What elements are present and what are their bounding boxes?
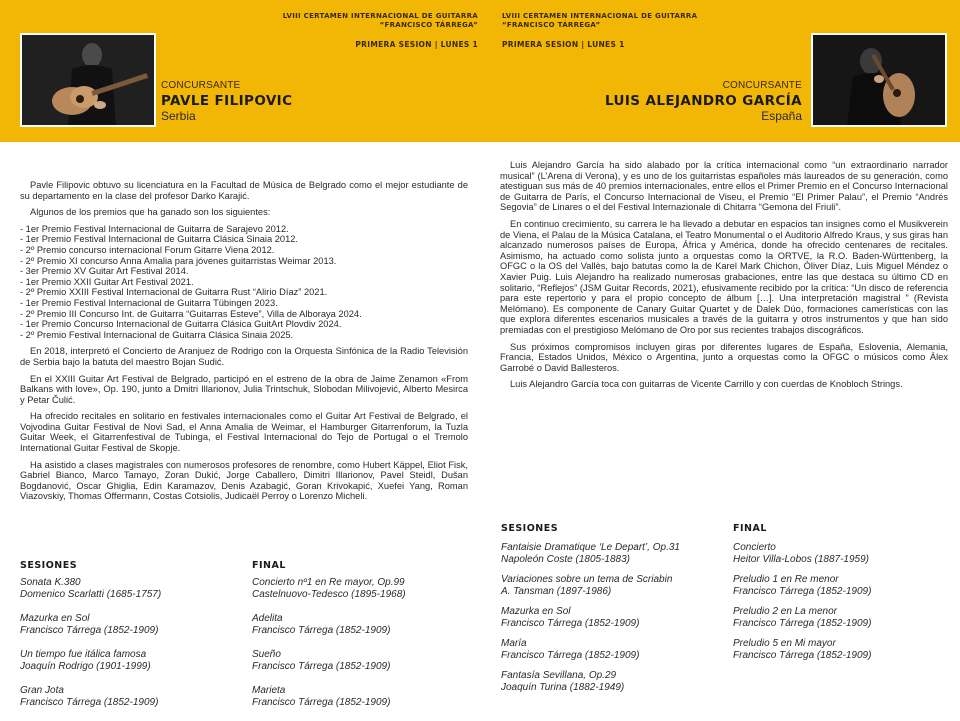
work-composer: Joaquín Rodrigo (1901-1999) <box>20 661 151 672</box>
work-composer: Francisco Tárrega (1852-1909) <box>733 650 872 661</box>
bio-paragraph: En continuo crecimiento, su carrera le ha llevado a debutar en espacios tan insignes como el Musikverein de Viena, el Palau de la Música Catalana, el Teatro Monumental o el Auditorio Alfredo Kraus, y sus giras han alcanzado numerosos países de Europa, África y América, donde ha ofrecido centenares de recitales. Asimismo, ha actuado como solista junto a orquestas como la ORTVE, la R.O. Baden-Württenberg, la OFGC o la OS del Vallès, bajo batutas como la de Karel Mark Chichon, Óliver Díaz, Luis Miguel Méndez o Xavier Puig. Luis Alejandro ha realizado numerosas grabaciones, entre las que destaca su último CD en solitario, “Reflejos” (JSM Guitar Records, 2021), efusivamente recibido por la crítica: “Un disco de referencia para este repertorio y para el propio concepto de álbum […]. Una interpretación magistral ” (Revista Melómano). Es componente de Canary Guitar Quartet y de Dalek Dúo, formaciones camerísticas con las que explora diferentes escenarios musicales a través de la guitarra y otros instrumentos y que han sido premiadas con el prestigioso Melómano de Oro por sus recientes trabajos discográficos. <box>500 218 948 335</box>
program-item <box>20 613 240 637</box>
work-title: Marieta <box>252 685 286 696</box>
work-composer: Heitor Villa-Lobos (1887-1959) <box>733 554 870 565</box>
guitarist-photo <box>811 33 947 127</box>
program-final-list <box>733 542 953 670</box>
prize-item: - 1er Premio Festival Internacional de Guitarra de Sarajevo 2012. <box>20 223 289 234</box>
program-item <box>733 542 953 566</box>
prize-item: - 2º Premio Festival Internacional de Guitarra Clásica Sinaia 2025. <box>20 329 294 340</box>
prize-item: - 2º Premio concurso internacional Forum Gitarre Viena 2012. <box>20 244 275 255</box>
work-title: Sonata K.380 <box>20 577 81 588</box>
biography-right <box>500 160 948 396</box>
work-title: María <box>501 638 527 649</box>
program-item <box>20 577 240 601</box>
program-item <box>733 638 953 662</box>
program-sesiones-heading: SESIONES <box>501 523 559 534</box>
work-composer: Joaquín Turina (1882-1949) <box>501 682 625 693</box>
program-item <box>733 574 953 598</box>
guitarist-photo-illustration <box>813 35 945 125</box>
program-sesiones-list <box>501 542 721 702</box>
work-title: Un tiempo fue itálica famosa <box>20 649 147 660</box>
bio-paragraph: Algunos de los premios que ha ganado son los siguientes: <box>30 207 271 218</box>
work-title: Mazurka en Sol <box>20 613 90 624</box>
prize-item: - 1er Premio Festival Internacional de Guitarra Tübingen 2023. <box>20 297 278 308</box>
event-subtitle: “FRANCISCO TÁRREGA” <box>502 21 601 29</box>
contestant-role: CONCURSANTE <box>722 80 802 91</box>
event-title: LVIII CERTAMEN INTERNACIONAL DE GUITARRA <box>502 12 698 20</box>
work-title: Preludio 1 en Re menor <box>733 574 839 585</box>
program-item <box>252 685 472 709</box>
work-composer: A. Tansman (1897-1986) <box>501 586 612 597</box>
contestant-name: PAVLE FILIPOVIC <box>161 93 293 109</box>
guitarist-photo <box>20 33 156 127</box>
prize-item: - 1er Premio Festival Internacional de Guitarra Clásica Sinaia 2012. <box>20 234 299 245</box>
work-composer: Francisco Tárrega (1852-1909) <box>20 697 159 708</box>
work-composer: Francisco Tárrega (1852-1909) <box>733 618 872 629</box>
bio-paragraph: En el XXIII Guitar Art Festival de Belgrado, participó en el estreno de la obra de Jaime Zenamon «From Balkans with love», Op. 190, junto a Dmitri Illarionov, Julia Trintschuk, Slobodan Milivojević, Alberto Mesirca y Petar Čulić. <box>20 373 468 405</box>
program-item <box>733 606 953 630</box>
event-title-right <box>502 12 720 30</box>
work-composer: Francisco Tárrega (1852-1909) <box>733 586 872 597</box>
bio-paragraph: Pavle Filipovic obtuvo su licenciatura en la Facultad de Música de Belgrado como el mejor estudiante de su departamento en la clase del profesor Darko Karajić. <box>20 180 468 201</box>
program-sesiones-list <box>20 577 240 721</box>
program-item <box>20 685 240 709</box>
session-label-left: PRIMERA SESION | LUNES 1 <box>355 40 478 49</box>
event-title: LVIII CERTAMEN INTERNACIONAL DE GUITARRA <box>282 12 478 20</box>
work-composer: Francisco Tárrega (1852-1909) <box>20 625 159 636</box>
program-final-heading: FINAL <box>733 523 767 534</box>
bio-paragraph: Luis Alejandro García toca con guitarras de Vicente Carrillo y con cuerdas de Knobloch Strings. <box>510 379 903 390</box>
program-final-heading: FINAL <box>252 560 286 571</box>
work-composer: Napoleón Coste (1805-1883) <box>501 554 630 565</box>
program-item <box>501 574 721 598</box>
work-title: Preludio 5 en Mi mayor <box>733 638 836 649</box>
bio-paragraph: Luis Alejandro García ha sido alabado por la crítica internacional como “un extraordinario narrador musical” (L’Arena di Verona), y es uno de los guitarristas españoles más laureados de su generación, como atestiguan sus más de 40 premios internacionales, entre ellos el Primer Premio en el Concurso Internacional de Guitarra de París, el Concurso Internacional de Viseu, el Premio “El Primer Palau”, el Premio “Andrés Segovia” de Linares o el del Festival Internazionale di Chitarra “Gemona del Friuli”. <box>500 160 948 213</box>
bio-paragraph: En 2018, interpretó el Concierto de Aranjuez de Rodrigo con la Orquesta Sinfónica de la Radio Televisión de Serbia bajo la batuta del maestro Bojan Sudić. <box>20 346 468 367</box>
program-item <box>501 638 721 662</box>
work-composer: Francisco Tárrega (1852-1909) <box>252 661 391 672</box>
contestant-country: Serbia <box>161 109 196 123</box>
prize-item: - 2º Premio III Concurso Int. de Guitarra “Guitarras Esteve”, Villa de Alboraya 2024. <box>20 308 362 319</box>
prize-item: - 1er Premio XXII Guitar Art Festival 2021. <box>20 276 194 287</box>
program-item <box>252 649 472 673</box>
work-title: Fantasía Sevillana, Op.29 <box>501 670 617 681</box>
prize-list <box>20 224 468 341</box>
contestant-role: CONCURSANTE <box>161 80 241 91</box>
work-composer: Francisco Tárrega (1852-1909) <box>252 697 391 708</box>
prize-item: - 1er Premio Concurso Internacional de Guitarra Clásica GuitArt Plovdiv 2024. <box>20 319 342 330</box>
program-item <box>501 670 721 694</box>
prize-item: - 2º Premio XI concurso Anna Amalia para jóvenes guitarristas Weimar 2013. <box>20 255 337 266</box>
program-item <box>252 613 472 637</box>
work-title: Sueño <box>252 649 281 660</box>
program-sesiones-heading: SESIONES <box>20 560 78 571</box>
work-title: Variaciones sobre un tema de Scriabin <box>501 574 673 585</box>
bio-paragraph: Ha ofrecido recitales en solitario en festivales internacionales como el Guitar Art Festival de Belgrado, el Vojvodina Guitar Festival de Novi Sad, el Anna Amalia de Weimar, el Hamburger Gitarrenforum, la Tuzla Guitar Week, el Gitarrenfestival de Tubinga, el Festival Internacional do Tejo de Portugal o el Tremolo International Guitar Festival de Skopje. <box>20 411 468 454</box>
program-item <box>252 577 472 601</box>
program-item <box>20 649 240 673</box>
prize-item: - 2º Premio XXIII Festival Internacional de Guitarra Rust “Alirio Díaz” 2021. <box>20 287 328 298</box>
event-title-left <box>260 12 478 30</box>
program-final-list <box>252 577 472 721</box>
contestant-name: LUIS ALEJANDRO GARCÍA <box>604 93 802 109</box>
bio-paragraph: Sus próximos compromisos incluyen giras por diferentes lugares de España, Eslovenia, Alemania, Francia, Estados Unidos, México o Argentina, junto a orquestas como la OFGC o músicos como Álex Garrobé o David Ballesteros. <box>500 341 948 373</box>
program-item <box>501 606 721 630</box>
work-title: Fantaisie Dramatique ‘Le Depart’, Op.31 <box>501 542 680 553</box>
prize-item: - 3er Premio XV Guitar Art Festival 2014. <box>20 266 189 277</box>
work-composer: Francisco Tárrega (1852-1909) <box>501 618 640 629</box>
work-title: Mazurka en Sol <box>501 606 571 617</box>
work-composer: Francisco Tárrega (1852-1909) <box>252 625 391 636</box>
program-item <box>501 542 721 566</box>
guitarist-photo-illustration <box>22 35 154 125</box>
contestant-country: España <box>761 109 802 123</box>
biography-left <box>20 180 468 508</box>
work-title: Preludio 2 en La menor <box>733 606 837 617</box>
work-composer: Castelnuovo-Tedesco (1895-1968) <box>252 589 406 600</box>
event-subtitle: “FRANCISCO TÁRREGA” <box>379 21 478 29</box>
work-title: Concierto nº1 en Re mayor, Op.99 <box>252 577 405 588</box>
work-title: Concierto <box>733 542 776 553</box>
session-label-right: PRIMERA SESION | LUNES 1 <box>502 40 625 49</box>
work-title: Gran Jota <box>20 685 64 696</box>
work-composer: Domenico Scarlatti (1685-1757) <box>20 589 162 600</box>
work-composer: Francisco Tárrega (1852-1909) <box>501 650 640 661</box>
bio-paragraph: Ha asistido a clases magistrales con numerosos profesores de renombre, como Hubert Käppel, Eliot Fisk, Gabriel Bianco, Marco Tamayo, Zoran Dukić, Jorge Caballero, Dimitri Illarionov, Pavel Steidl, Dušan Bogdanović, Oscar Ghiglia, Edin Karamazov, Denis Azabagić, Goran Krivokapić, Xuefei Yang, Roman Viazovskiy, Thomas Offermann, Costas Cotsiolis, Judicaël Perroy o Lorenzo Micheli. <box>20 459 468 502</box>
work-title: Adelita <box>252 613 283 624</box>
